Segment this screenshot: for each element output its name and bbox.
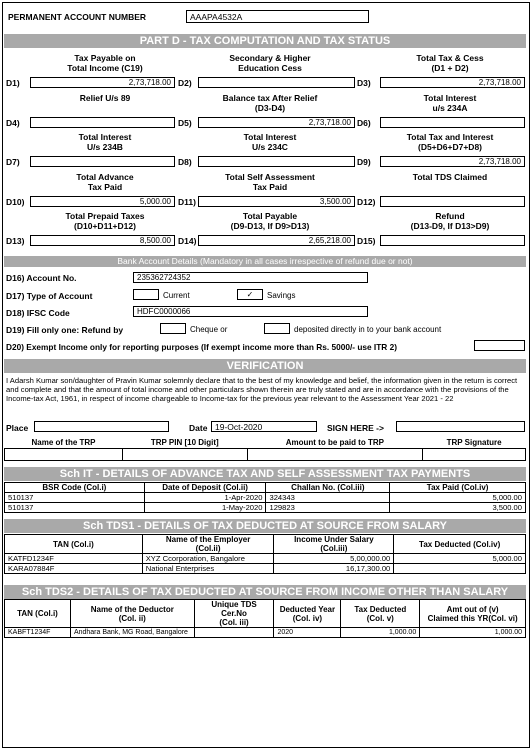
part-d-id-d11: D11) bbox=[178, 197, 196, 207]
trp-signature-field[interactable] bbox=[423, 448, 526, 460]
part-d-field-d3[interactable]: 2,73,718.00 bbox=[380, 77, 525, 88]
part-d-field-d12[interactable] bbox=[380, 196, 525, 207]
sch-tds2-header: Sch TDS2 - DETAILS OF TAX DEDUCTED AT SOURCE FROM INCOME OTHER THAN SALARY bbox=[4, 585, 526, 599]
verification-header: VERIFICATION bbox=[4, 359, 526, 373]
sch-tds1-header: Income Under Salary (Col.iii) bbox=[274, 535, 394, 554]
trp-pin-header: TRP PIN [10 Digit] bbox=[150, 438, 219, 448]
current-label: Current bbox=[163, 291, 190, 300]
savings-checkbox[interactable]: ✓ bbox=[237, 289, 263, 300]
sch-tds2-cell[interactable]: 1,000.00 bbox=[420, 628, 526, 638]
sch-tds1-cell[interactable] bbox=[394, 564, 526, 574]
sch-it-header: Sch IT - DETAILS OF ADVANCE TAX AND SELF ASSESSMENT TAX PAYMENTS bbox=[4, 467, 526, 481]
sch-tds2-header: Tax Deducted (Col. v) bbox=[341, 600, 420, 628]
sch-tds1-header: Sch TDS1 - DETAILS OF TAX DEDUCTED AT SOURCE FROM SALARY bbox=[4, 519, 526, 533]
part-d-field-d11[interactable]: 3,500.00 bbox=[198, 196, 355, 207]
account-field[interactable]: 235362724352 bbox=[133, 272, 368, 283]
sch-tds1-cell[interactable]: 5,00,000.00 bbox=[274, 554, 394, 564]
trp-pin-field[interactable] bbox=[123, 448, 248, 460]
part-d-id-d3: D3) bbox=[357, 78, 371, 88]
sign-field[interactable] bbox=[396, 421, 525, 432]
part-d-id-d15: D15) bbox=[357, 236, 376, 246]
deposit-label: deposited directly in to your bank account bbox=[294, 325, 442, 334]
part-d-field-d6[interactable] bbox=[380, 117, 525, 128]
sch-tds2-header: TAN (Col.i) bbox=[5, 600, 71, 628]
exempt-label: D20) Exempt Income only for reporting purposes (If exempt income more than Rs. 5000/- use ITR 2) bbox=[6, 342, 397, 352]
trp-amount-field[interactable] bbox=[247, 448, 423, 460]
part-d-field-d8[interactable] bbox=[198, 156, 355, 167]
part-d-field-d4[interactable] bbox=[30, 117, 175, 128]
part-d-field-d14[interactable]: 2,65,218.00 bbox=[198, 235, 355, 246]
date-field[interactable]: 19-Oct-2020 bbox=[211, 421, 317, 432]
account-type-label: D17) Type of Account bbox=[6, 291, 93, 301]
part-d-label-d6: Total Interest u/s 234A bbox=[423, 93, 477, 113]
sch-tds1-header: Tax Deducted (Col.iv) bbox=[394, 535, 526, 554]
part-d-label-d14: Total Payable (D9-D13, If D9>D13) bbox=[230, 211, 310, 231]
part-d-label-d13: Total Prepaid Taxes (D10+D11+D12) bbox=[65, 211, 145, 231]
part-d-id-d1: D1) bbox=[6, 78, 20, 88]
part-d-label-d7: Total Interest U/s 234B bbox=[78, 132, 132, 152]
part-d-label-d15: Refund (D13-D9, If D13>D9) bbox=[410, 211, 490, 231]
trp-table bbox=[4, 438, 526, 461]
sch-tds1-cell[interactable]: National Enterprises bbox=[142, 564, 274, 574]
pan-label: PERMANENT ACCOUNT NUMBER bbox=[8, 12, 147, 22]
sch-tds2-header: Name of the Deductor (Col. ii) bbox=[70, 600, 194, 628]
part-d-label-d12: Total TDS Claimed bbox=[412, 172, 488, 182]
table-row bbox=[5, 554, 526, 564]
sch-it-cell[interactable]: 1-Apr-2020 bbox=[144, 493, 266, 503]
sch-tds2-header: Unique TDS Cer.No (Col. iii) bbox=[194, 600, 274, 628]
part-d-label-d1: Tax Payable on Total Income (C19) bbox=[67, 53, 143, 73]
part-d-id-d5: D5) bbox=[178, 118, 192, 128]
sch-tds2-header: Amt out of (v) Claimed this YR(Col. vi) bbox=[420, 600, 526, 628]
sch-tds1-cell[interactable]: 16,17,300.00 bbox=[274, 564, 394, 574]
sch-tds2-cell[interactable]: KABFT1234F bbox=[5, 628, 71, 638]
part-d-id-d6: D6) bbox=[357, 118, 371, 128]
trp-amount-header: Amount to be paid to TRP bbox=[285, 438, 384, 448]
sch-tds2-header: Deducted Year (Col. iv) bbox=[274, 600, 341, 628]
sch-it-cell[interactable]: 3,500.00 bbox=[390, 503, 526, 513]
part-d-field-d2[interactable] bbox=[198, 77, 355, 88]
pan-field[interactable]: AAAPA4532A bbox=[186, 10, 369, 23]
sch-it-header: BSR Code (Col.i) bbox=[5, 483, 145, 493]
refund-label: D19) Fill only one: Refund by bbox=[6, 325, 124, 335]
date-label: Date bbox=[189, 423, 208, 433]
sch-tds1-cell[interactable]: 5,000.00 bbox=[394, 554, 526, 564]
savings-label: Savings bbox=[267, 291, 296, 300]
table-row bbox=[5, 628, 526, 638]
sch-tds2-cell[interactable]: Andhara Bank, MG Road, Bangalore bbox=[70, 628, 194, 638]
part-d-id-d7: D7) bbox=[6, 157, 20, 167]
cheque-label: Cheque or bbox=[190, 325, 228, 334]
part-d-id-d12: D12) bbox=[357, 197, 376, 207]
part-d-label-d3: Total Tax & Cess (D1 + D2) bbox=[416, 53, 484, 73]
exempt-field[interactable] bbox=[474, 340, 525, 351]
sch-it-cell[interactable]: 1-May-2020 bbox=[144, 503, 266, 513]
part-d-field-d15[interactable] bbox=[380, 235, 525, 246]
sign-label: SIGN HERE -> bbox=[327, 423, 384, 433]
part-d-field-d5[interactable]: 2,73,718.00 bbox=[198, 117, 355, 128]
part-d-field-d13[interactable]: 8,500.00 bbox=[30, 235, 175, 246]
sch-it-header: Date of Deposit (Col.ii) bbox=[144, 483, 266, 493]
part-d-field-d7[interactable] bbox=[30, 156, 175, 167]
sch-it-cell[interactable]: 510137 bbox=[5, 503, 145, 513]
account-label: D16) Account No. bbox=[6, 273, 77, 283]
table-row bbox=[5, 503, 526, 513]
sch-tds1-table bbox=[4, 534, 526, 574]
sch-it-cell[interactable]: 510137 bbox=[5, 493, 145, 503]
table-row bbox=[5, 564, 526, 574]
part-d-id-d8: D8) bbox=[178, 157, 192, 167]
trp-name-header: Name of the TRP bbox=[31, 438, 96, 448]
part-d-header: PART D - TAX COMPUTATION AND TAX STATUS bbox=[4, 34, 526, 48]
part-d-label-d4: Relief U/s 89 bbox=[79, 93, 131, 103]
part-d-label-d10: Total Advance Tax Paid bbox=[76, 172, 134, 192]
sch-tds1-cell[interactable]: XYZ Ccorporation, Bangalore bbox=[142, 554, 274, 564]
sch-it-cell[interactable]: 5,000.00 bbox=[390, 493, 526, 503]
place-label: Place bbox=[6, 423, 29, 433]
ifsc-label: D18) IFSC Code bbox=[6, 308, 70, 318]
part-d-id-d13: D13) bbox=[6, 236, 25, 246]
part-d-label-d8: Total Interest U/s 234C bbox=[243, 132, 297, 152]
deposit-checkbox[interactable] bbox=[264, 323, 290, 334]
sch-it-cell[interactable]: 129823 bbox=[266, 503, 390, 513]
sch-tds1-header: TAN (Col.i) bbox=[5, 535, 143, 554]
part-d-field-d9[interactable]: 2,73,718.00 bbox=[380, 156, 525, 167]
sch-tds1-cell[interactable]: KATFD1234F bbox=[5, 554, 143, 564]
part-d-id-d9: D9) bbox=[357, 157, 371, 167]
place-field[interactable] bbox=[34, 421, 169, 432]
part-d-id-d4: D4) bbox=[6, 118, 20, 128]
part-d-label-d11: Total Self Assessment Tax Paid bbox=[225, 172, 315, 192]
bank-header: Bank Account Details (Mandatory in all cases irrespective of refund due or not) bbox=[4, 256, 526, 267]
part-d-id-d10: D10) bbox=[6, 197, 25, 207]
verification-text: I Adarsh Kumar son/daughter of Pravin Kumar solemnly declare that to the best of my knowledge and belief, the information given in the return is correct and complete and that the amount of total income and other particulars shown therein are truly stated and are in accordance with the provisions of the Income-tax Act, 1961, in respect of income chargeable to Income-tax for the previous year relevant to the Assessment Year 2021 - 22 bbox=[6, 376, 518, 403]
sch-it-cell[interactable]: 324343 bbox=[266, 493, 390, 503]
trp-name-field[interactable] bbox=[5, 448, 123, 460]
part-d-id-d14: D14) bbox=[178, 236, 197, 246]
sch-tds2-table bbox=[4, 599, 526, 638]
part-d-label-d5: Balance tax After Relief (D3-D4) bbox=[222, 93, 318, 113]
sch-tds1-cell[interactable]: KARA07884F bbox=[5, 564, 143, 574]
sch-it-table bbox=[4, 482, 526, 513]
sch-tds2-cell[interactable] bbox=[194, 628, 274, 638]
current-checkbox[interactable] bbox=[133, 289, 159, 300]
part-d-label-d2: Secondary & Higher Education Cess bbox=[229, 53, 311, 73]
sch-it-header: Challan No. (Col.iii) bbox=[266, 483, 390, 493]
part-d-field-d10[interactable]: 5,000.00 bbox=[30, 196, 175, 207]
part-d-field-d1[interactable]: 2,73,718.00 bbox=[30, 77, 175, 88]
part-d-id-d2: D2) bbox=[178, 78, 192, 88]
sch-tds2-cell[interactable]: 1,000.00 bbox=[341, 628, 420, 638]
table-row bbox=[5, 493, 526, 503]
sch-tds2-cell[interactable]: 2020 bbox=[274, 628, 341, 638]
sch-it-header: Tax Paid (Col.iv) bbox=[390, 483, 526, 493]
sch-tds1-header: Name of the Employer (Col.ii) bbox=[142, 535, 274, 554]
ifsc-field[interactable]: HDFC0000066 bbox=[133, 306, 368, 317]
cheque-checkbox[interactable] bbox=[160, 323, 186, 334]
part-d-label-d9: Total Tax and Interest (D5+D6+D7+D8) bbox=[406, 132, 494, 152]
trp-signature-header: TRP Signature bbox=[446, 438, 502, 448]
